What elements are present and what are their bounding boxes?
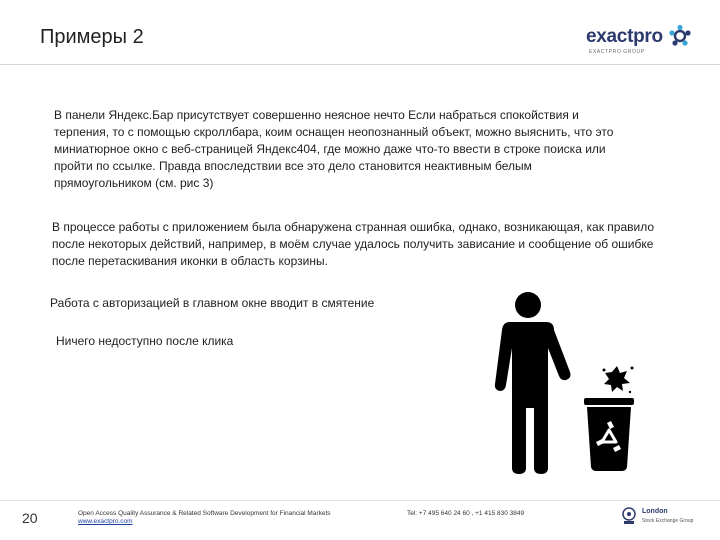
- lse-subtitle: Stock Exchange Group: [642, 518, 694, 524]
- lse-logo: [620, 506, 710, 532]
- footer-phone: Tel: +7 495 640 24 60 , +1 415 830 3849: [407, 510, 525, 517]
- paragraph-no-access: Ничего недоступно после клика: [56, 334, 234, 348]
- paragraph-authorization: Работа с авторизацией в главном окне вводит в смятение: [50, 296, 375, 310]
- paragraph-drag-error: В процессе работы с приложением была обнаружена странная ошибка, однако, возникающая, как правило после некоторых действий, например, в моём случае удалось получить зависание и сообщение об ошибке после перетаскивания иконки в область корзины.: [52, 220, 655, 268]
- footer-description: [78, 510, 331, 525]
- footer-link[interactable]: www.exactpro.com: [78, 518, 133, 525]
- logo-mark-icon: [668, 24, 692, 48]
- paragraph-yandex-bar: В панели Яндекс.Бар присутствует совершенно неясное нечто Если набраться спокойствия и терпения, то с помощью скроллбара, коим оснащен неопознанный объект, можно выяснить, что это миниатюрное окно с веб-страницей Яндекс404, где можно даже что-то ввести в строке поиска или пройти по ссылке. Правда впоследствии все это дело становится неактивным белым прямоугольником (см. рис 3): [54, 108, 614, 190]
- footer-description-text: Open Access Quality Assurance & Related Software Development for Financial Markets: [78, 510, 331, 517]
- header-divider: [0, 64, 720, 65]
- logo-tagline: EXACTPRO GROUP: [589, 49, 645, 55]
- person-recycle-bin-icon: [492, 290, 652, 475]
- exactpro-logo: [586, 22, 696, 58]
- slide-title: Примеры 2: [40, 26, 144, 48]
- page-number: 20: [22, 510, 38, 526]
- logo-word: exactpro: [586, 26, 663, 47]
- footer-divider: [0, 500, 720, 501]
- lse-name: London: [642, 508, 668, 515]
- lse-crest-icon: [620, 506, 638, 528]
